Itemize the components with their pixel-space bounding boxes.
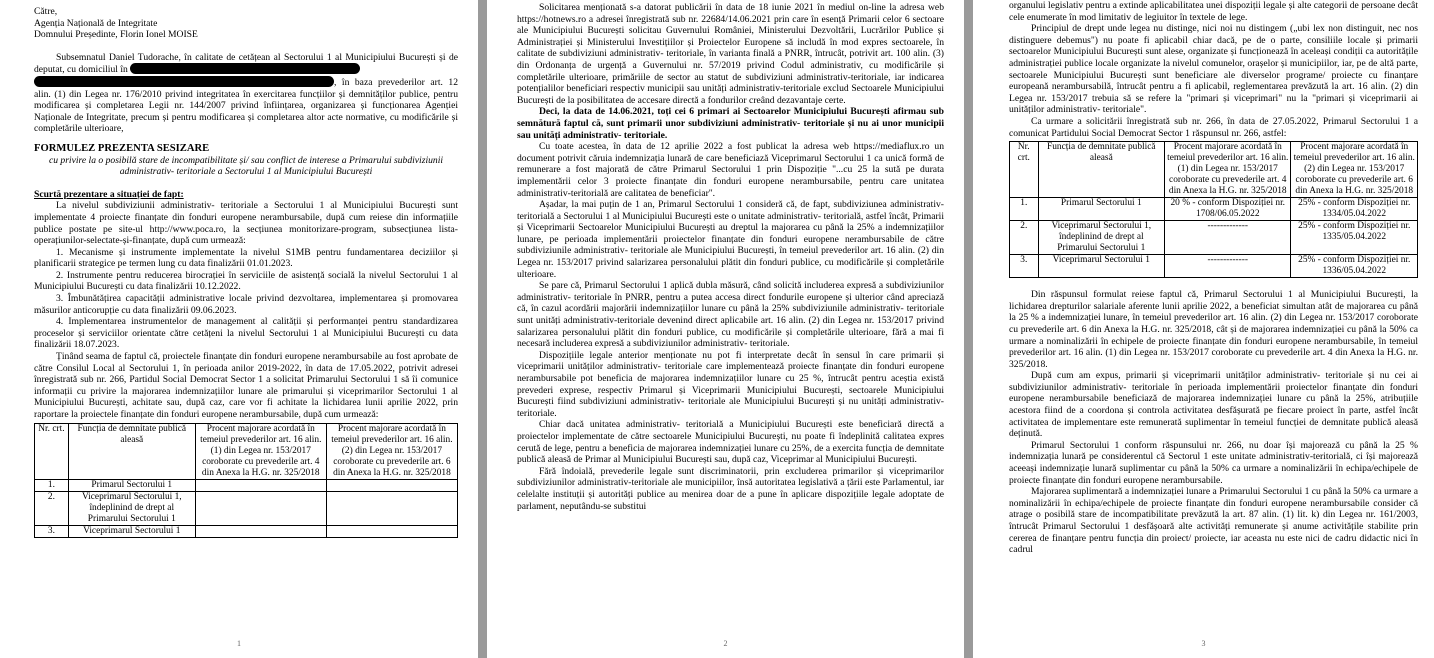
body-paragraph: Fără îndoială, prevederile legale sunt discriminatorii, prin excluderea primarilor și viceprimarilor subdiviziunilor administrativ-teritoriale ale municipiilor, însă autoritatea legislativă a țării este Parlamentul, iar celelalte instituții și autorități publice au menirea doar de a pune în aplicare dispozițiile legale adoptate de parlament, neputându-se substitui [517,465,944,512]
intro-text-cont: , în baza prevederilor art. 12 alin. (1) din Legea nr. 176/2010 privind integritatea în exercitarea funcțiilor și demnităților publice, pentru modificarea și completarea Legii nr. 144/2007 privind înființarea, organizarea și funcționarea Agenției Naționale de Integritate, precum și pentru modificarea și completarea altor acte normative, cu modificările și completările ulterioare, [34,76,458,135]
addressee-line: Domnului Președinte, Florin Ionel MOISE [34,29,198,41]
body-paragraph: După cum am expus, primarii și viceprimarii unităților administrativ- teritoriale și nu cei ai subdiviziunilor administrativ- teritoriale în perioada implementării proiectelor finanțate din fonduri europene nerambursabile beneficiază de majorarea indemnizației lunare cu până la 25%, atribuțiile acestora fiind de a coordona și controla activitatea desfășurată pe fiecare proiect în parte, astfel încât activitatea de implementare este remunerată suplimentar în temeiul funcției de demnitate publică aleasă deținută. [1009,370,1418,440]
body-paragraph: Dispozițiile legale anterior menționate nu pot fi interpretate decât în sensul în care primarii și viceprimarii unităților administrativ- teritoriale care implementează proiecte finanțate din fonduri europene nerambursabile pot beneficia de majorarea indemnizațiilor lunare cu 25 %, întrucât pentru aceștia există prevederi exprese, respectiv Primarul și Viceprimarii Municipiului București, sectoarele Municipiului București fiind subdiviziuni administrativ- teritoriale ale Municipiului București și nu unități administrativ- teritoriale. [517,349,944,419]
table-cell: 25% - conform Dispoziției nr. 1335/05.04.2022 [1291,221,1418,255]
list-item: 1. Mecanisme și instrumente implementate la nivelul S1MB pentru fundamentarea deciziilor și planificarii strategice pe termen lung cu data finalizării 01.01.2023. [34,246,458,270]
list-item: 4. Implementarea instrumentelor de management al calității și performanței pentru standardizarea proceselor și serviciilor orientate către cetățeni la nivelul Sectorului 1 al Municipiului București cu data finalizării 18.07.2023. [34,316,458,351]
table-row [1010,221,1418,255]
page-number: 1 [237,639,241,649]
addressee-line: Către, [34,6,58,17]
document-title: FORMULEZ PREZENTA SESIZARE [34,142,210,154]
table-cell: Viceprimarul Sectorului 1 [1038,255,1164,278]
body-paragraph: Deci, la data de 14.06.2021, toți cei 6 primari ai Sectoarelor Municipiului București afirmau sub semnătură faptul că, sunt primarii unor subdiviziuni administrativ- teritoriale și nu ai unor municipii sau unități administrativ- teritoriale. [517,106,944,141]
table-header: Procent majorare acordată în temeiul prevederilor art. 16 alin. (2) din Legea nr. 153/2017 coroborate cu prevederile art. 6 din Anexa la H.G. nr. 325/2018 [1291,142,1418,198]
table-header: Procent majorare acordată în temeiul prevederilor art. 16 alin. (1) din Legea nr. 153/2017 coroborate cu prevederile art. 4 din Anexa la H.G. nr. 325/2018 [1165,142,1291,198]
table-cell: 3. [1010,255,1039,278]
document-subtitle: cu privire la o posibilă stare de incompatibilitate și/ sau conflict de interese a Primarului subdiviziunii administrativ- teritoriale a Sectorului 1 al Municipiului București [48,154,444,178]
table-cell: 2. [1010,221,1039,255]
page-number: 3 [1201,639,1206,649]
document-page-2 [487,0,964,658]
body-paragraph: Majorarea suplimentară a indemnizației lunare a Primarului Sectorului 1 cu până la 50% ca urmare a nominalizării în echipa/echipele de proiecte finanțate din fonduri europene nerambursabile consider că atrage o posibilă stare de incompatibilitate prevăzută la art. 87 alin. (1) lit. k) din Legea nr. 161/2003, întrucât Primarul Sectorului 1 desfășoară alte activități remunerate și anume activitățile stabilite prin cererea de finanțare pentru funcția din proiect/ proiecte, iar aceasta nu este nici de cadru didactic nici în cadrul [1009,486,1418,556]
table-row [35,525,458,537]
page-number: 2 [723,639,728,649]
body-paragraph: organului legislativ pentru a extinde aplicabilitatea unei dispoziții legale și alte categorii de persoane decât cele enumerate în mod limitativ de legiuitor în textele de lege. [1009,0,1418,23]
section-heading: Scurtă prezentare a situației de fapt: [34,188,184,200]
table-header: Funcția de demnitate publică aleasă [68,423,195,479]
body-paragraph: Din răspunsul formulat reiese faptul că, Primarul Sectorului 1 al Municipiului București, la lichidarea drepturilor salariale aferente lunii aprilie 2022, a beneficiat simultan atât de majorarea cu până la 25 % a indemnizației lunare, în temeiul prevederilor art. 16 alin. (2) din Legea nr. 153/2017 coroborate cu prevederile art. 6 din Anexa la H.G. nr. 325/2018, cât și de majorarea indemnizației cu până la 50% ca urmare a nominalizării în echipele de proiecte finanțate din fonduri europene nerambursabile, în temeiul prevederilor art. 16 alin. (1) din Legea nr. 153/2017 coroborate cu prevederile art. 4 din Anexa la H.G. nr. 325/2018. [1009,289,1418,370]
table-cell: 20 % - conform Dispoziției nr. 1708/06.05.2022 [1165,198,1291,221]
intro-paragraph [34,52,458,135]
list-item: 2. Instrumente pentru reducerea birocrației în serviciile de asistență socială la nivelul Sectorului 1 al Municipiului București cu data finalizării 10.12.2022. [34,269,458,293]
body-paragraph: Solicitarea menționată s-a datorat publicării în data de 18 iunie 2021 în mediul on-line la adresa web https://hotnews.ro a adresei înregistrată sub nr. 22684/14.06.2021 prin care în esență Primarii celor 6 sectoare ale Municipiului București solicitau Guvernului României, Ministerului Dezvoltării, Lucrărilor Publice și Administrației și Ministerului Investițiilor și Proiectelor Europene să includă în mod expres sectoarele, în calitate de subdiviziuni administrativ- teritoriale, în varianta finală a PNRR, întrucât, potrivit art. 100 alin. (3) din Ordonanța de urgență a Guvernului nr. 57/2019 privind Codul administrativ, cu modificările și completările ulterioare, primăriile de sector au statut de subdiviziuni administrativ-teritoriale, iar indicarea potențialilor beneficiari respectiv municipii sau unități administrativ-teritoriale exclud Sectoarele Municipiului București de la posibilitatea de accesare directă a fondurilor creând dezavantaje certe. [517,2,944,106]
body-paragraph: Ca urmare a solicitării înregistrată sub nr. 266, în data de 27.05.2022, Primarul Sectorului 1 a comunicat Partidului Social Democrat Sector 1 răspunsul nr. 266, astfel: [1009,115,1418,139]
table-cell: 25% - conform Dispoziției nr. 1336/05.04.2022 [1291,255,1418,278]
table-row [35,479,458,491]
table-row [35,491,458,525]
table-header: Procent majorare acordată în temeiul prevederilor art. 16 alin. (2) din Legea nr. 153/2017 coroborate cu prevederile art. 6 din Anexa la H.G. nr. 325/2018 [326,423,457,479]
table-cell [326,491,457,525]
table-cell: 1. [1010,198,1039,221]
body-paragraph: Ținând seama de faptul că, proiectele finanțate din fonduri europene nerambursabile au fost aprobate de către Consilul Local al Sectorului 1, în perioada anilor 2019-2022, în data de 17.05.2022, potrivit adresei înregistrată sub nr. 266, Partidul Social Democrat Sector 1 a solicitat Primarului Sectorului 1 să îi comunice informații cu privire la majorarea indemnizațiilor lunare ale primarului și viceprimarilor Sectorului 1 al Municipiului București, achitate sau, după caz, care vor fi achitate la lichidarea lunii aprilie 2022, prin raportare la proiectele finanțate din fonduri europene nerambursabile, după cum urmează: [34,351,458,420]
intro-text: Subsemnatul Daniel Tudorache, în calitate de cetățean al Sectorului 1 al Municipiului București și de deputat, cu domiciliul în [34,51,458,76]
table-cell: ------------- [1165,255,1291,278]
table-cell: Viceprimarul Sectorului 1, îndeplinind de drept al Primarului Sectorului 1 [68,491,195,525]
table-cell: 1. [35,479,69,491]
body-paragraph: Chiar dacă unitatea administrativ- teritorială a Municipiului București este beneficiară directă a proiectelor implementate de către sectoarele Municipiului București, nu poate fi îndeplinită calitatea expres cerută de lege, pentru a beneficia de majorarea indemnizației lunare cu 25%, de a exercita funcția de demnitate publică aleasă de Primar al Municipiului București sau, după caz, Viceprimar al Municipiului București. [517,419,944,466]
list-item: 3. Îmbunătățirea capacității administrative locale privind dezvoltarea, implementarea și promovarea măsurilor anticorupție cu data finalizării 09.06.2023. [34,293,458,316]
redaction-bar [130,63,360,74]
body-paragraph: La nivelul subdiviziunii administrativ- teritoriale a Sectorului 1 al Municipiului București sunt implementate 4 proiecte finanțate din fonduri europene nerambursabile, după cum reiese din informațiile publice postate pe site-ul http://www.poca.ro, la secțiunea monitorizare-program, subsecțiunea lista-operațiunilor-selectate-și-finanțate, după cum urmează: [34,200,458,247]
addressee-line: Agenția Națională de Integritate [34,17,158,29]
table-header: Procent majorare acordată în temeiul prevederilor art. 16 alin. (1) din Legea nr. 153/2017 coroborate cu prevederile art. 4 din Anexa la H.G. nr. 325/2018 [195,423,326,479]
body-paragraph: Așadar, la mai puțin de 1 an, Primarul Sectorului 1 consideră că, de fapt, subdiviziunea administrativ- teritorială a Sectorului 1 al Municipiului București este o unitate administrativ- teritorială, astfel încât, Primarii și Viceprimarii Sectoarelor Municipiului București au dreptul la majorarea cu până la 25% a indemnizațiilor lunare, pe perioada implementării proiectelor finanțate din fonduri europene nerambursabile de către subdiviziunile administrativ- teritoriale ale Municipiului București, în temeiul prevederilor art. 16 alin. (2) din Legea nr. 153/2017 privind salarizarea personalului plătit din fonduri publice, cu modificările și completările ulterioare. [517,199,944,280]
table-cell [195,479,326,491]
body-paragraph: Cu toate acestea, în data de 12 aprilie 2022 a fost publicat la adresa web https://mediaflux.ro un document potrivit căruia indemnizația lunară de care beneficiază Viceprimarul Sectorului 1 ca unică formă de remunerare a fost majorată de către Primarul Sectorului 1 prin Dispoziție "...cu 25 la sută pe durata implementării celor 3 proiecte finanțate din fonduri europene nerambursabile, pentru care unitatea administrativ-teritorială are calitatea de beneficiar". [517,141,944,199]
table-cell: Primarul Sectorului 1 [68,479,195,491]
table-cell: Primarul Sectorului 1 [1038,198,1164,221]
table-cell: 2. [35,491,69,525]
table-cell: 3. [35,525,69,537]
document-page-3 [973,0,1434,658]
table-header: Nr. crt. [35,423,69,479]
table-cell: Viceprimarul Sectorului 1, îndeplinind de drept al Primarului Sectorului 1 [1038,221,1164,255]
table-row [1010,255,1418,278]
table-cell [195,491,326,525]
table-cell: ------------- [1165,221,1291,255]
table-header-row [35,423,458,479]
table-header: Funcția de demnitate publică aleasă [1038,142,1164,198]
response-table [1009,141,1418,278]
body-paragraph: Primarul Sectorului 1 conform răspunsului nr. 266, nu doar își majorează cu până la 25 % indemnizația lunară pe considerentul că Sectorul 1 este unitate administrativ-teritorială, ci își majorează aceeași indemnizație lunară suplimentar cu până la 50% ca urmare a nominalizării în echipa/echipele de proiecte finanțate din fonduri europene nerambursabile. [1009,439,1418,486]
body-paragraph: Principiul de drept unde legea nu distinge, nici noi nu distingem („ubi lex non distinguit, nec nos distinguere debemus") nu poate fi aplicabil chiar dacă, pe de o parte, consiliile locale și primarii sectoarelor Municipiului București sunt alese, organizate și funcționează în aceleași condiții ca autoritățile administrației publice locale organizate la nivelul comunelor, orașelor și municipiilor, iar, pe de altă parte, sectoarele Municipiului București sunt beneficiare ale diverselor programe/ proiecte cu finanțare europeană nerambursabilă, întrucât pentru a fi aplicabil, reglementarea prevăzută la art. 16 alin. (2) din Legea nr. 153/2017 trebuia să se refere la "primari și viceprimari" nu la "primari și viceprimarii ai unităților administrativ- teritoriale". [1009,23,1418,116]
redaction-bar [34,76,334,87]
table-header-row [1010,142,1418,198]
increase-table [34,423,458,538]
table-cell [326,479,457,491]
table-cell [195,525,326,537]
table-cell: 25% - conform Dispoziției nr. 1334/05.04.2022 [1291,198,1418,221]
body-paragraph: Se pare că, Primarul Sectorului 1 aplică dubla măsură, când solicită includerea expresă a subdiviziunilor administrativ- teritoriale în PNRR, pentru a putea accesa direct fondurile europene și ulterior când apreciază că, în cazul acordării majorării indemnizațiilor lunare cu până la 25% subdiviziunile administrativ- teritoriale sunt unități administrativ-teritoriale devenind direct aplicabile art. 16 alin. (2) din Legea nr. 153/2017 privind salarizarea personalului plătit din fonduri publice, cu modificările și completările ulterioare, fără a mai fi necesară includerea expresă a subdiviziunilor administrativ- teritoriale. [517,280,944,350]
document-page-1 [0,0,478,658]
table-row [1010,198,1418,221]
table-cell: Viceprimarul Sectorului 1 [68,525,195,537]
table-cell [326,525,457,537]
table-header: Nr. crt. [1010,142,1039,198]
